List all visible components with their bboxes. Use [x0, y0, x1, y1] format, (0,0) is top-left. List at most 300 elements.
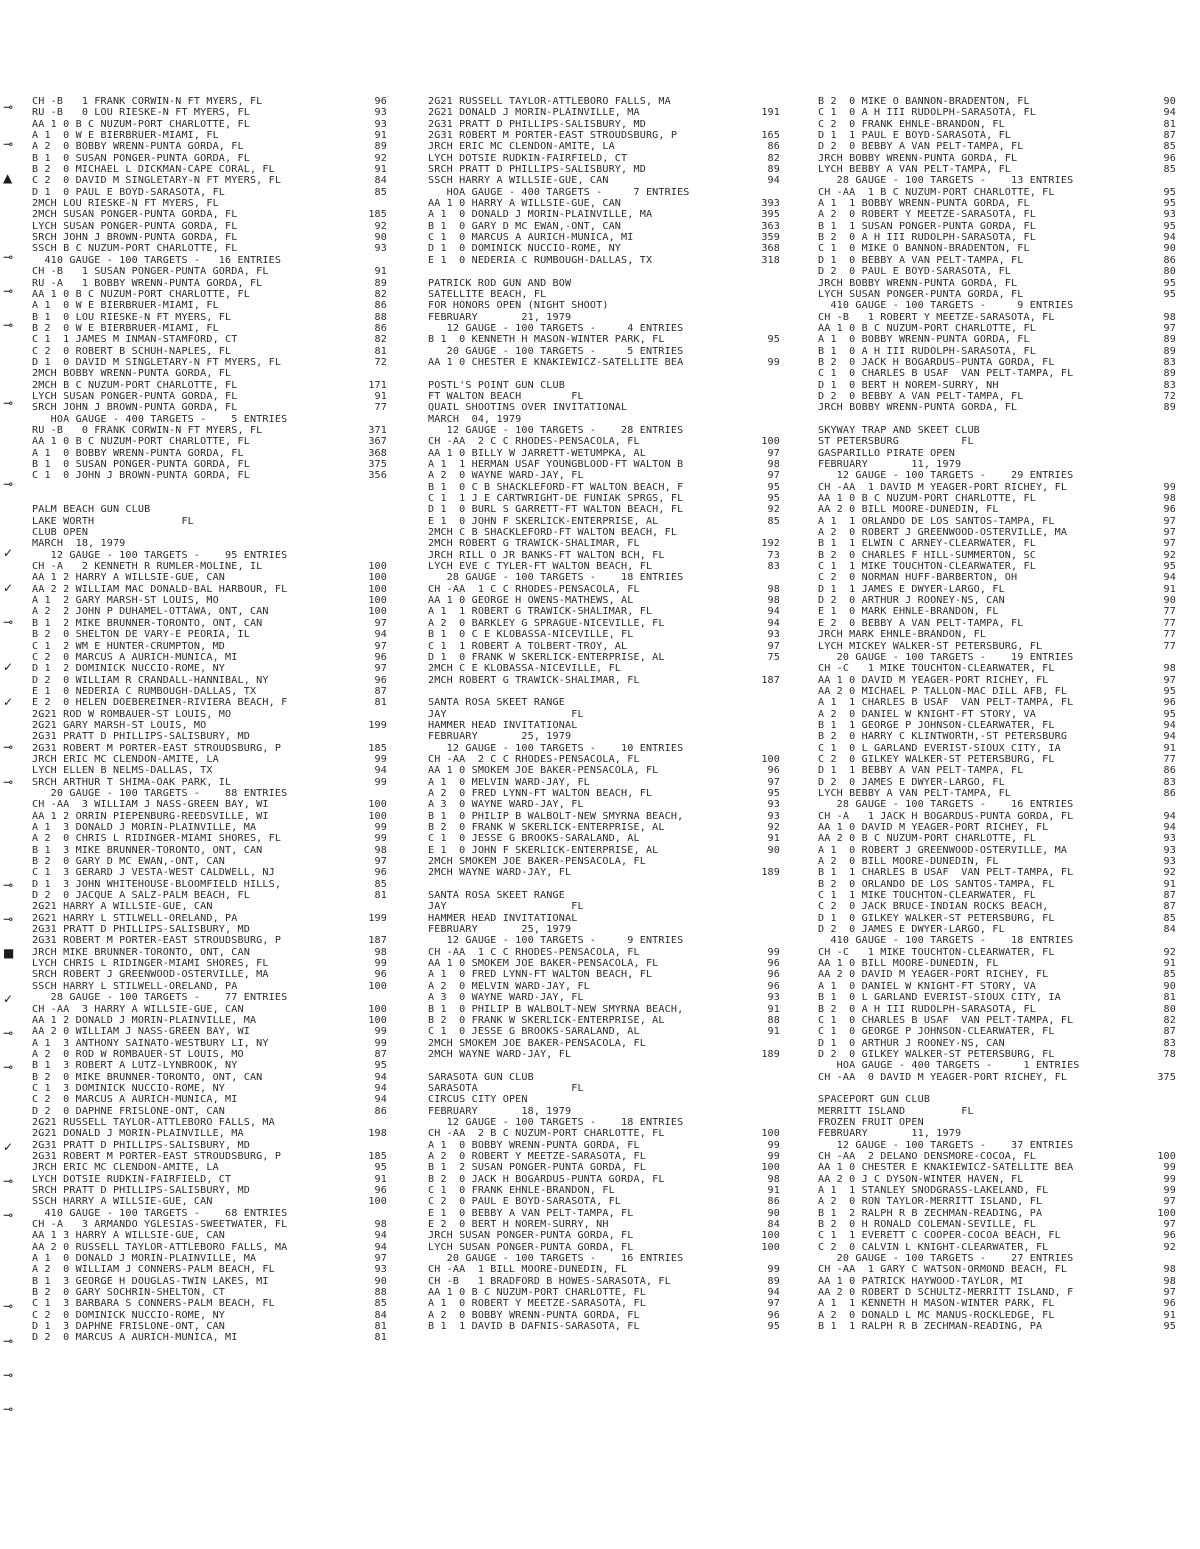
result-text: C 1 0 L GARLAND EVERIST-SIOUX CITY, IA — [818, 742, 1061, 754]
result-line — [428, 141, 780, 152]
check-mark-icon: ⊸ — [3, 1334, 14, 1348]
result-text: CH -AA 2 C C RHODES-PENSACOLA, FL — [428, 753, 640, 765]
result-score: 93 — [767, 629, 780, 641]
result-text: D 1 0 FRANK W SKERLICK-ENTERPRISE, AL — [428, 651, 665, 663]
result-text: B 1 0 PHILIP B WALBOLT-NEW SMYRNA BEACH, — [428, 810, 684, 822]
result-line — [428, 1208, 780, 1219]
result-text: D 2 0 BEBBY A VAN PELT-TAMPA, FL — [818, 390, 1024, 402]
result-score: 86 — [1163, 254, 1176, 266]
result-text: 20 GAUGE - 100 TARGETS - 16 ENTRIES — [428, 1253, 684, 1265]
result-line — [32, 1298, 387, 1309]
result-score: 97 — [767, 776, 780, 788]
result-score: 93 — [374, 118, 387, 130]
result-line — [32, 606, 387, 617]
result-line — [428, 516, 780, 527]
result-line — [32, 278, 387, 289]
result-text: B 2 0 GARY SOCHRIN-SHELTON, CT — [32, 1287, 226, 1299]
result-line — [32, 572, 387, 583]
result-line — [32, 856, 387, 867]
result-score: 94 — [374, 629, 387, 641]
result-text: JRCH BOBBY WRENN-PUNTA GORDA, FL — [818, 277, 1018, 289]
result-line — [32, 981, 387, 992]
result-line — [818, 561, 1176, 572]
result-text: JRCH MIKE BRUNNER-TORONTO, ONT, CAN — [32, 946, 250, 958]
result-text: A 1 1 CHARLES B USAF VAN PELT-TAMPA, FL — [818, 697, 1074, 709]
result-line — [32, 595, 387, 606]
result-text: C 2 0 CALVIN L KNIGHT-CLEARWATER, FL — [818, 1241, 1049, 1253]
result-line — [32, 675, 387, 686]
result-text: LAKE WORTH FL — [32, 515, 194, 527]
result-text: B 2 0 MIKE O BANNON-BRADENTON, FL — [818, 96, 1030, 107]
result-text: B 1 1 DAVID B DAFNIS-SARASOTA, FL — [428, 1321, 640, 1333]
result-score: 87 — [1163, 130, 1176, 142]
result-text: 12 GAUGE - 100 TARGETS - 37 ENTRIES — [818, 1139, 1074, 1151]
result-line — [32, 663, 387, 674]
result-line — [428, 470, 780, 481]
result-text: SSCH B C NUZUM-PORT CHARLOTTE, FL — [32, 243, 238, 255]
result-text: 2G31 PRATT D PHILLIPS-SALISBURY, MD — [32, 1139, 250, 1151]
result-text: SRCH ROBERT J GREENWOOD-OSTERVILLE, MA — [32, 969, 269, 981]
result-line — [818, 198, 1176, 209]
result-score: 97 — [1163, 538, 1176, 550]
result-score: 81 — [374, 890, 387, 902]
result-text: B 2 0 H RONALD COLEMAN-SEVILLE, FL — [818, 1219, 1036, 1231]
result-score: 93 — [374, 243, 387, 255]
result-text: SRCH JOHN J BROWN-PUNTA GORDA, FL — [32, 232, 238, 244]
check-mark-icon: ⊸ — [3, 1299, 14, 1313]
result-text: D 2 0 ARTHUR J ROONEY-NS, CAN — [818, 595, 1005, 607]
result-line — [428, 119, 780, 130]
result-line — [428, 107, 780, 118]
result-line — [428, 1230, 780, 1241]
result-line — [428, 890, 780, 901]
result-text: 2MCH SUSAN PONGER-PUNTA GORDA, FL — [32, 209, 238, 221]
result-line — [818, 799, 1176, 810]
result-line — [32, 1332, 387, 1343]
check-mark-icon: ⊸ — [3, 477, 14, 491]
result-score: 82 — [374, 334, 387, 346]
result-line — [818, 221, 1176, 232]
result-score: 95 — [1163, 277, 1176, 289]
result-line — [428, 845, 780, 856]
result-line — [32, 504, 387, 515]
result-line — [818, 663, 1176, 674]
result-score: 96 — [1163, 697, 1176, 709]
result-text: FROZEN FRUIT OPEN — [818, 1116, 924, 1128]
result-text: AA 2 0 DAVID M YEAGER-PORT RICHEY, FL — [818, 969, 1049, 981]
result-line — [32, 720, 387, 731]
result-line — [32, 232, 387, 243]
result-score: 92 — [1163, 946, 1176, 958]
result-text: AA 2 0 RUSSELL TAYLOR-ATTLEBORO FALLS, MA — [32, 1241, 288, 1253]
result-score: 85 — [767, 515, 780, 527]
result-score: 85 — [374, 1298, 387, 1310]
result-text: D 1 0 PAUL E BOYD-SARASOTA, FL — [32, 186, 226, 198]
result-text: 20 GAUGE - 100 TARGETS - 5 ENTRIES — [428, 345, 684, 357]
result-line — [818, 629, 1176, 640]
result-score: 100 — [368, 572, 387, 584]
result-score: 91 — [1163, 742, 1176, 754]
result-line — [818, 879, 1176, 890]
result-line — [428, 1276, 780, 1287]
result-score: 85 — [374, 878, 387, 890]
result-score: 99 — [374, 833, 387, 845]
result-score: 93 — [767, 799, 780, 811]
result-line — [428, 1026, 780, 1037]
result-score: 100 — [368, 799, 387, 811]
result-line — [32, 482, 387, 493]
result-line — [428, 482, 780, 493]
result-score: 99 — [374, 822, 387, 833]
result-text: PALM BEACH GUN CLUB — [32, 504, 151, 516]
result-line — [818, 538, 1176, 549]
result-line — [818, 96, 1176, 107]
result-score: 100 — [368, 1014, 387, 1026]
result-text: A 2 0 MELVIN WARD-JAY, FL — [428, 980, 590, 992]
result-score: 94 — [1163, 107, 1176, 119]
result-score: 98 — [374, 946, 387, 958]
result-line — [818, 765, 1176, 776]
result-score: 100 — [1157, 1207, 1176, 1219]
result-text: B 1 3 MIKE BRUNNER-TORONTO, ONT, CAN — [32, 844, 263, 856]
result-line — [818, 1094, 1176, 1105]
result-text: LYCH DOTSIE RUDKIN-FAIRFIELD, CT — [428, 152, 628, 164]
result-line — [818, 459, 1176, 470]
result-line — [428, 788, 780, 799]
result-text: RU -B 0 FRANK CORWIN-N FT MYERS, FL — [32, 424, 263, 436]
result-score: 94 — [767, 1287, 780, 1299]
result-line — [32, 697, 387, 708]
result-score: 100 — [368, 606, 387, 618]
result-text: B 2 0 GARY D MC EWAN,-ONT, CAN — [32, 856, 226, 868]
result-line — [818, 1106, 1176, 1117]
result-text: 2G21 GARY MARSH-ST LOUIS, MO — [32, 719, 207, 731]
result-score: 99 — [767, 1150, 780, 1162]
result-text: 410 GAUGE - 100 TARGETS - 9 ENTRIES — [818, 300, 1074, 312]
result-line — [428, 187, 780, 198]
result-text: A 2 0 DONALD L MC MANUS-ROCKLEDGE, FL — [818, 1309, 1055, 1321]
result-score: 86 — [767, 1196, 780, 1208]
result-line — [428, 572, 780, 583]
result-text: AA 1 0 B C NUZUM-PORT CHARLOTTE, FL — [818, 322, 1036, 334]
result-score: 187 — [368, 935, 387, 947]
result-score: 97 — [374, 663, 387, 675]
result-line — [818, 1264, 1176, 1275]
result-text: A 1 0 ROBERT J GREENWOOD-OSTERVILLE, MA — [818, 844, 1068, 856]
result-score: 94 — [374, 1082, 387, 1094]
result-text: C 2 0 JACK BRUCE-INDIAN ROCKS BEACH, — [818, 901, 1049, 913]
result-line — [428, 1321, 780, 1332]
result-text: B 2 0 A H III RUDOLPH-SARASOTA, FL — [818, 1003, 1036, 1015]
result-text: B 1 0 A H III RUDOLPH-SARASOTA, FL — [818, 345, 1036, 357]
result-line — [818, 1162, 1176, 1173]
result-line — [818, 130, 1176, 141]
result-text: LYCH DOTSIE RUDKIN-FAIRFIELD, CT — [32, 1173, 232, 1185]
check-mark-icon: ⊸ — [3, 1402, 14, 1416]
result-score: 99 — [767, 946, 780, 958]
result-text: A 1 0 BOBBY WRENN-PUNTA GORDA, FL — [818, 334, 1030, 346]
result-line — [428, 606, 780, 617]
result-line — [818, 232, 1176, 243]
result-line — [818, 1140, 1176, 1151]
result-score: 72 — [1163, 390, 1176, 402]
result-line — [428, 402, 780, 413]
result-score: 95 — [1163, 288, 1176, 300]
result-line — [428, 1151, 780, 1162]
result-line — [32, 243, 387, 254]
result-line — [818, 1219, 1176, 1230]
result-text: FEBRUARY 18, 1979 — [428, 1105, 572, 1117]
result-line — [818, 709, 1176, 720]
results-column-2 — [428, 96, 780, 1332]
result-line — [428, 538, 780, 549]
result-score: 97 — [1163, 1196, 1176, 1208]
result-line — [818, 516, 1176, 527]
result-line — [818, 697, 1176, 708]
result-score: 91 — [1163, 583, 1176, 595]
result-text: D 1 0 DAVID M SINGLETARY-N FT MYERS, FL — [32, 356, 282, 368]
result-score: 94 — [1163, 822, 1176, 833]
result-line — [32, 1015, 387, 1026]
result-score: 86 — [767, 141, 780, 153]
result-score: 100 — [761, 753, 780, 765]
result-line — [32, 141, 387, 152]
result-text: 2MCH SMOKEM JOE BAKER-PENSACOLA, FL — [428, 1037, 646, 1049]
result-line — [32, 312, 387, 323]
result-text: AA 1 2 HARRY A WILLSIE-GUE, CAN — [32, 572, 226, 584]
result-score: 89 — [1163, 334, 1176, 346]
result-line — [32, 1162, 387, 1173]
result-text: A 2 0 WAYNE WARD-JAY, FL — [428, 470, 584, 482]
result-score: 100 — [761, 1128, 780, 1140]
result-line — [428, 1298, 780, 1309]
result-score: 95 — [1163, 685, 1176, 697]
result-line — [818, 380, 1176, 391]
result-line — [818, 969, 1176, 980]
result-text: 2MCH BOBBY WRENN-PUNTA GORDA, FL — [32, 368, 232, 380]
result-text: D 1 0 DOMINICK NUCCIO-ROME, NY — [428, 243, 622, 255]
result-score: 97 — [1163, 1287, 1176, 1299]
results-column-3 — [818, 96, 1176, 1332]
check-mark-icon: ✓ — [3, 1140, 14, 1154]
result-line — [818, 1208, 1176, 1219]
result-text: HOA GAUGE - 400 TARGETS - 7 ENTRIES — [428, 186, 690, 198]
result-line — [818, 1174, 1176, 1185]
result-text: C 1 1 EVERETT C COOPER-COCOA BEACH, FL — [818, 1230, 1061, 1242]
result-text: C 1 1 MIKE TOUCHTON-CLEARWATER, FL — [818, 890, 1036, 902]
result-text: E 1 0 NEDERIA C RUMBOUGH-DALLAS, TX — [32, 685, 257, 697]
result-line — [32, 527, 387, 538]
result-line — [428, 1083, 780, 1094]
result-line — [818, 1298, 1176, 1309]
result-line — [818, 266, 1176, 277]
result-text: B 1 1 ELWIN C ARNEY-CLEARWATER, FL — [818, 538, 1036, 550]
result-score: 86 — [1163, 765, 1176, 777]
result-text: A 1 1 ORLANDO DE LOS SANTOS-TAMPA, FL — [818, 515, 1055, 527]
result-score: 92 — [374, 220, 387, 232]
result-score: 199 — [368, 719, 387, 731]
result-line — [818, 175, 1176, 186]
result-line — [32, 969, 387, 980]
result-score: 100 — [761, 1241, 780, 1253]
result-line — [32, 1253, 387, 1264]
result-line — [818, 754, 1176, 765]
result-score: 94 — [374, 1071, 387, 1083]
result-score: 91 — [374, 390, 387, 402]
result-score: 185 — [368, 742, 387, 754]
result-line — [428, 879, 780, 890]
result-line — [428, 1196, 780, 1207]
result-line — [32, 346, 387, 357]
result-score: 73 — [767, 549, 780, 561]
result-score: 367 — [368, 436, 387, 448]
result-line — [428, 720, 780, 731]
result-line — [428, 1094, 780, 1105]
result-score: 91 — [767, 1003, 780, 1015]
result-line — [428, 459, 780, 470]
result-text: C 1 3 GERARD J VESTA-WEST CALDWELL, NJ — [32, 867, 275, 879]
result-text: AA 2 0 WILLIAM J NASS-GREEN BAY, WI — [32, 1026, 250, 1038]
result-text: CH -AA 1 DAVID M YEAGER-PORT RICHEY, FL — [818, 481, 1068, 493]
result-line — [428, 232, 780, 243]
result-text: SANTA ROSA SKEET RANGE — [428, 890, 565, 902]
result-text: C 2 0 ROBERT B SCHUH-NAPLES, FL — [32, 345, 232, 357]
result-text: B 1 0 GARY D MC EWAN,-ONT, CAN — [428, 220, 622, 232]
result-score: 96 — [767, 980, 780, 992]
result-score: 99 — [374, 753, 387, 765]
result-score: 95 — [1163, 561, 1176, 573]
result-line — [428, 153, 780, 164]
result-score: 165 — [761, 130, 780, 142]
result-score: 94 — [767, 606, 780, 618]
result-text: 2G21 DONALD J MORIN-PLAINVILLE, MA — [32, 1128, 244, 1140]
result-text: A 1 3 ANTHONY SAINATO-WESTBURY LI, NY — [32, 1037, 269, 1049]
result-text: A 2 0 ROD W ROMBAUER-ST LOUIS, MO — [32, 1048, 244, 1060]
result-score: 99 — [1163, 1173, 1176, 1185]
result-text: C 2 0 FRANK EHNLE-BRANDON, FL — [818, 118, 1005, 130]
result-score: 95 — [1163, 708, 1176, 720]
result-score: 92 — [374, 152, 387, 164]
result-line — [428, 992, 780, 1003]
result-score: 98 — [767, 459, 780, 470]
result-text: HAMMER HEAD INVITATIONAL — [428, 719, 578, 731]
result-line — [32, 516, 387, 527]
result-line — [818, 1185, 1176, 1196]
result-text: CIRCUS CITY OPEN — [428, 1094, 528, 1106]
result-text: C 1 0 JESSE G BROOKS-SARALAND, AL — [428, 833, 640, 845]
result-line — [428, 697, 780, 708]
result-line — [428, 901, 780, 912]
result-line — [428, 1219, 780, 1230]
result-line — [818, 436, 1176, 447]
result-score: 94 — [767, 175, 780, 187]
result-text: A 1 0 DONALD J MORIN-PLAINVILLE, MA — [32, 1253, 257, 1265]
result-text: SRCH PRATT D PHILLIPS-SALISBURY, MD — [428, 164, 646, 176]
result-line — [32, 1094, 387, 1105]
result-text: 2MCH C E KLOBASSA-NICEVILLE, FL — [428, 663, 622, 675]
result-text: D 2 0 DAPHNE FRISLONE-ONT, CAN — [32, 1105, 226, 1117]
result-score: 98 — [1163, 311, 1176, 323]
result-line — [428, 504, 780, 515]
result-line — [428, 743, 780, 754]
result-score: 100 — [761, 1230, 780, 1242]
result-score: 86 — [374, 300, 387, 312]
result-score: 97 — [374, 856, 387, 868]
result-text: B 1 0 C E KLOBASSA-NICEVILLE, FL — [428, 629, 634, 641]
result-score: 94 — [374, 765, 387, 777]
result-score: 77 — [374, 402, 387, 414]
margin-check-marks — [0, 0, 30, 1549]
result-score: 83 — [1163, 776, 1176, 788]
result-line — [32, 641, 387, 652]
result-line — [32, 1321, 387, 1332]
result-score: 95 — [767, 1321, 780, 1333]
result-text: A 1 1 STANLEY SNODGRASS-LAKELAND, FL — [818, 1185, 1049, 1196]
result-text: B 1 2 RALPH R B ZECHMAN-READING, PA — [818, 1207, 1043, 1219]
check-mark-icon: ⊸ — [3, 250, 14, 264]
result-line — [32, 334, 387, 345]
result-text: E 1 0 JOHN F SKERLICK-ENTERPRISE, AL — [428, 844, 659, 856]
result-line — [428, 811, 780, 822]
result-text: C 1 0 MARCUS A AURICH-MUNICA, MI — [428, 232, 634, 244]
result-score: 97 — [1163, 527, 1176, 539]
result-line — [818, 788, 1176, 799]
result-score: 88 — [374, 311, 387, 323]
result-score: 90 — [767, 844, 780, 856]
result-text: B 1 1 SUSAN PONGER-PUNTA GORDA, FL — [818, 220, 1036, 232]
result-score: 98 — [1163, 1264, 1176, 1276]
result-text: B 2 0 MIKE BRUNNER-TORONTO, ONT, CAN — [32, 1071, 263, 1083]
result-score: 95 — [1163, 1321, 1176, 1333]
result-text: B 1 2 SUSAN PONGER-PUNTA GORDA, FL — [428, 1162, 646, 1174]
result-score: 96 — [374, 674, 387, 686]
result-text: CH -AA 1 C C RHODES-PENSACOLA, FL — [428, 583, 640, 595]
result-text: E 2 0 HELEN DOEBEREINER-RIVIERA BEACH, F — [32, 697, 288, 709]
result-text: A 2 0 BARKLEY G SPRAGUE-NICEVILLE, FL — [428, 617, 665, 629]
result-text: 20 GAUGE - 100 TARGETS - 19 ENTRIES — [818, 651, 1074, 663]
result-text: B 2 0 JACK H BOGARDUS-PUNTA GORDA, FL — [818, 356, 1055, 368]
result-text: C 1 3 BARBARA S CONNERS-PALM BEACH, FL — [32, 1298, 275, 1310]
result-line — [818, 924, 1176, 935]
result-text: D 1 1 BEBBY A VAN PELT-TAMPA, FL — [818, 765, 1024, 777]
result-text: SRCH PRATT D PHILLIPS-SALISBURY, MD — [32, 1185, 250, 1196]
result-score: 91 — [374, 1173, 387, 1185]
result-line — [818, 1253, 1176, 1264]
result-text: B 1 0 PHILIP B WALBOLT-NEW SMYRNA BEACH, — [428, 1003, 684, 1015]
result-text: 2G21 RUSSELL TAYLOR-ATTLEBORO FALLS, MA — [428, 96, 671, 107]
result-score: 94 — [1163, 731, 1176, 743]
result-text: CH -C 1 MIKE TOUCHTON-CLEARWATER, FL — [818, 663, 1055, 675]
result-text: LYCH BEBBY A VAN PELT-TAMPA, FL — [818, 164, 1012, 176]
result-text: B 2 0 A H III RUDOLPH-SARASOTA, FL — [818, 232, 1036, 244]
result-text: C 1 0 A H III RUDOLPH-SARASOTA, FL — [818, 107, 1036, 119]
result-line — [818, 187, 1176, 198]
result-line — [428, 493, 780, 504]
result-text: AA 1 2 DONALD J MORIN-PLAINVILLE, MA — [32, 1014, 257, 1026]
result-text: C 1 1 J E CARTWRIGHT-DE FUNIAK SPRGS, FL — [428, 493, 684, 505]
result-score: 100 — [761, 1162, 780, 1174]
result-score: 99 — [374, 1026, 387, 1038]
result-text: CH -A 1 JACK H BOGARDUS-PUNTA GORDA, FL — [818, 810, 1074, 822]
result-score: 95 — [767, 787, 780, 799]
result-text: A 2 2 JOHN P DUHAMEL-OTTAWA, ONT, CAN — [32, 606, 269, 618]
result-line — [428, 550, 780, 561]
result-score: 77 — [1163, 606, 1176, 618]
result-line — [818, 777, 1176, 788]
result-text: SKYWAY TRAP AND SKEET CLUB — [818, 424, 980, 436]
result-score: 95 — [1163, 198, 1176, 210]
result-line — [428, 221, 780, 232]
